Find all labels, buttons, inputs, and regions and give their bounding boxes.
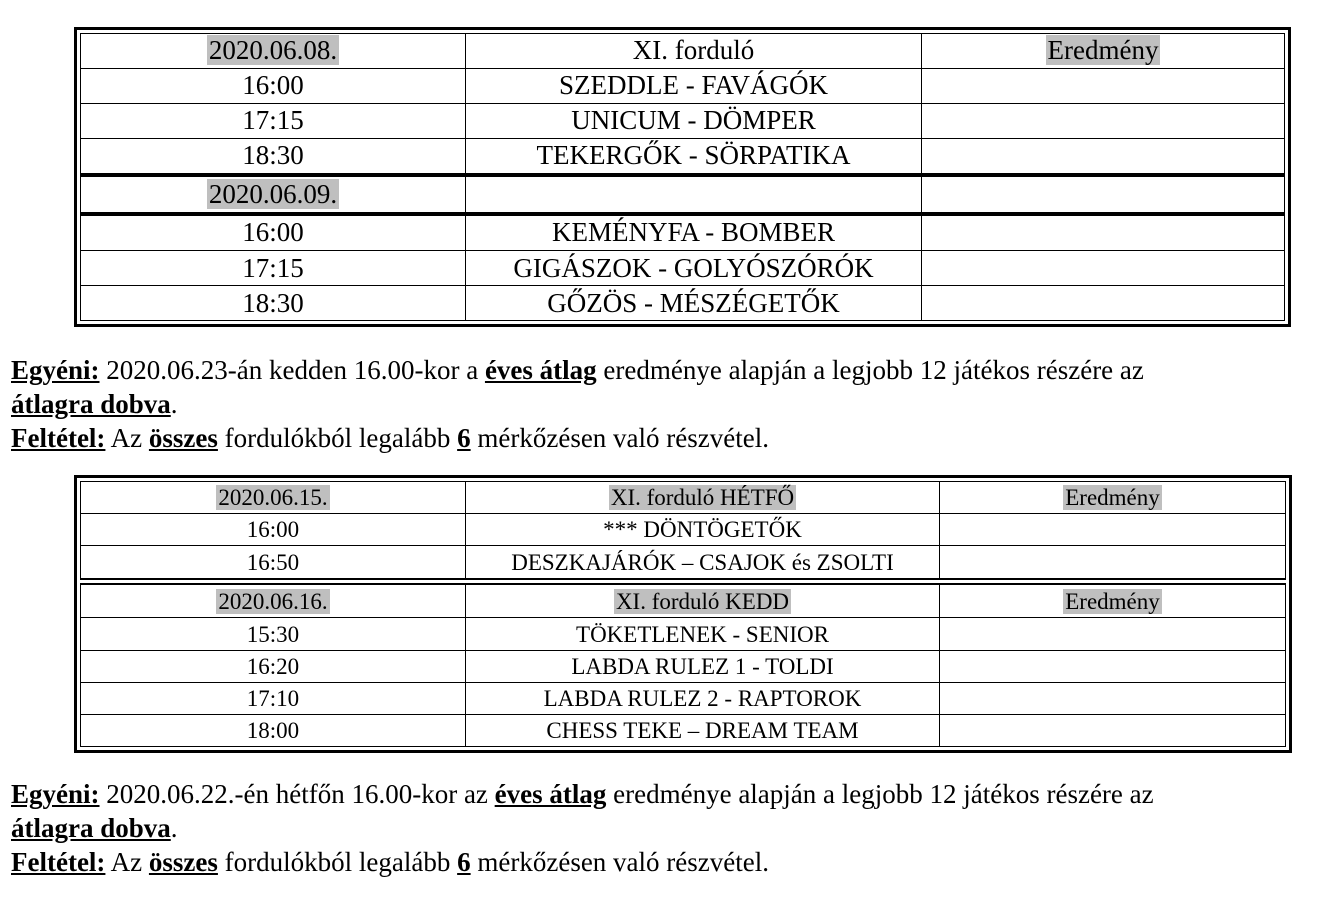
table-row (81, 650, 1286, 682)
table-row (81, 214, 1285, 251)
date-cell (81, 482, 466, 514)
schedule-grid-1 (80, 33, 1285, 321)
note-text: Az (105, 847, 149, 877)
result-cell (940, 682, 1286, 714)
date-row (81, 175, 1285, 214)
note-line (11, 811, 1154, 845)
table-row (81, 286, 1285, 321)
time-cell: 16:00 (81, 68, 466, 103)
table-row (81, 68, 1285, 103)
note-line (11, 845, 1154, 879)
note-emphasis: éves átlag (494, 779, 607, 809)
round-cell (466, 482, 940, 514)
note-emphasis: 6 (457, 423, 471, 453)
result-cell (922, 103, 1285, 138)
table-row (81, 714, 1286, 746)
round-cell (466, 582, 940, 618)
note-text: . (170, 813, 178, 843)
notes-block-2 (11, 777, 1154, 879)
match-cell: GŐZÖS - MÉSZÉGETŐK (466, 286, 922, 321)
result-cell (922, 138, 1285, 175)
result-cell (922, 68, 1285, 103)
note-text: mérkőzésen való részvétel. (470, 423, 769, 453)
note-line (11, 777, 1154, 811)
note-text: . (170, 389, 178, 419)
match-cell: UNICUM - DÖMPER (466, 103, 922, 138)
match-cell: *** DÖNTÖGETŐK (466, 514, 940, 546)
note-text: fordulókból legalább (217, 423, 458, 453)
notes-block-1 (11, 353, 1144, 455)
note-emphasis: átlagra dobva (11, 389, 171, 419)
result-label: Eredmény (1065, 485, 1160, 511)
note-emphasis: átlagra dobva (11, 813, 171, 843)
note-text: 2020.06.23-án kedden 16.00-kor a (99, 355, 485, 385)
result-label: Eredmény (1047, 35, 1159, 66)
result-label: Eredmény (1065, 588, 1160, 614)
time-cell: 15:30 (81, 618, 466, 650)
result-cell (922, 251, 1285, 286)
time-cell: 16:00 (81, 214, 466, 251)
note-emphasis: összes (148, 847, 218, 877)
time-cell: 17:15 (81, 103, 466, 138)
result-cell (940, 618, 1286, 650)
note-emphasis: éves átlag (484, 355, 597, 385)
table-row (81, 682, 1286, 714)
time-cell: 16:20 (81, 650, 466, 682)
table-row (81, 618, 1286, 650)
date-cell (81, 582, 466, 618)
table-row (81, 251, 1285, 286)
result-cell (940, 514, 1286, 546)
result-header-cell (940, 482, 1286, 514)
round-label: XI. forduló HÉTFŐ (610, 485, 795, 511)
match-cell: DESZKAJÁRÓK – CSAJOK és ZSOLTI (466, 546, 940, 582)
date-label: 2020.06.16. (218, 588, 328, 614)
note-line (11, 421, 1144, 455)
note-emphasis: 6 (457, 847, 471, 877)
note-text: fordulókból legalább (217, 847, 458, 877)
result-header-cell (940, 582, 1286, 618)
result-cell (940, 650, 1286, 682)
time-cell: 17:15 (81, 251, 466, 286)
note-text: Az (105, 423, 149, 453)
time-cell: 17:10 (81, 682, 466, 714)
time-cell: 16:50 (81, 546, 466, 582)
note-text: eredménye alapján a legjobb 12 játékos részére az (606, 779, 1154, 809)
result-cell (940, 546, 1286, 582)
note-line (11, 353, 1144, 387)
result-cell (940, 714, 1286, 746)
table-header-row (81, 482, 1286, 514)
date-label: 2020.06.09. (208, 178, 338, 209)
round-label: XI. forduló KEDD (615, 588, 790, 614)
table-row (81, 138, 1285, 175)
egyeni-label: Egyéni: (11, 779, 100, 809)
schedule-table-2 (74, 475, 1292, 753)
note-text: mérkőzésen való részvétel. (470, 847, 769, 877)
table-row (81, 546, 1286, 582)
egyeni-label: Egyéni: (11, 355, 100, 385)
table-header-row (81, 582, 1286, 618)
table-row (81, 103, 1285, 138)
time-cell: 16:00 (81, 514, 466, 546)
time-cell: 18:00 (81, 714, 466, 746)
schedule-table-1 (74, 27, 1291, 327)
note-text: eredménye alapján a legjobb 12 játékos részére az (596, 355, 1144, 385)
table-row (81, 514, 1286, 546)
round-label: XI. forduló (632, 35, 755, 66)
empty-cell (922, 175, 1285, 214)
note-emphasis: összes (148, 423, 218, 453)
date-label: 2020.06.15. (218, 485, 328, 511)
table-header-row (81, 34, 1285, 69)
time-cell: 18:30 (81, 286, 466, 321)
match-cell: TÖKETLENEK - SENIOR (466, 618, 940, 650)
result-cell (922, 286, 1285, 321)
match-cell: KEMÉNYFA - BOMBER (466, 214, 922, 251)
time-cell: 18:30 (81, 138, 466, 175)
empty-cell (466, 175, 922, 214)
result-cell (922, 214, 1285, 251)
match-cell: SZEDDLE - FAVÁGÓK (466, 68, 922, 103)
match-cell: LABDA RULEZ 1 - TOLDI (466, 650, 940, 682)
date-cell (81, 175, 466, 214)
date-label: 2020.06.08. (208, 35, 338, 66)
match-cell: TEKERGŐK - SÖRPATIKA (466, 138, 922, 175)
match-cell: LABDA RULEZ 2 - RAPTOROK (466, 682, 940, 714)
feltetel-label: Feltétel: (11, 847, 106, 877)
note-line (11, 387, 1144, 421)
note-text: 2020.06.22.-én hétfőn 16.00-kor az (99, 779, 495, 809)
round-cell (466, 34, 922, 69)
match-cell: CHESS TEKE – DREAM TEAM (466, 714, 940, 746)
match-cell: GIGÁSZOK - GOLYÓSZÓRÓK (466, 251, 922, 286)
date-cell (81, 34, 466, 69)
schedule-grid-2 (80, 481, 1286, 747)
result-header-cell (922, 34, 1285, 69)
feltetel-label: Feltétel: (11, 423, 106, 453)
